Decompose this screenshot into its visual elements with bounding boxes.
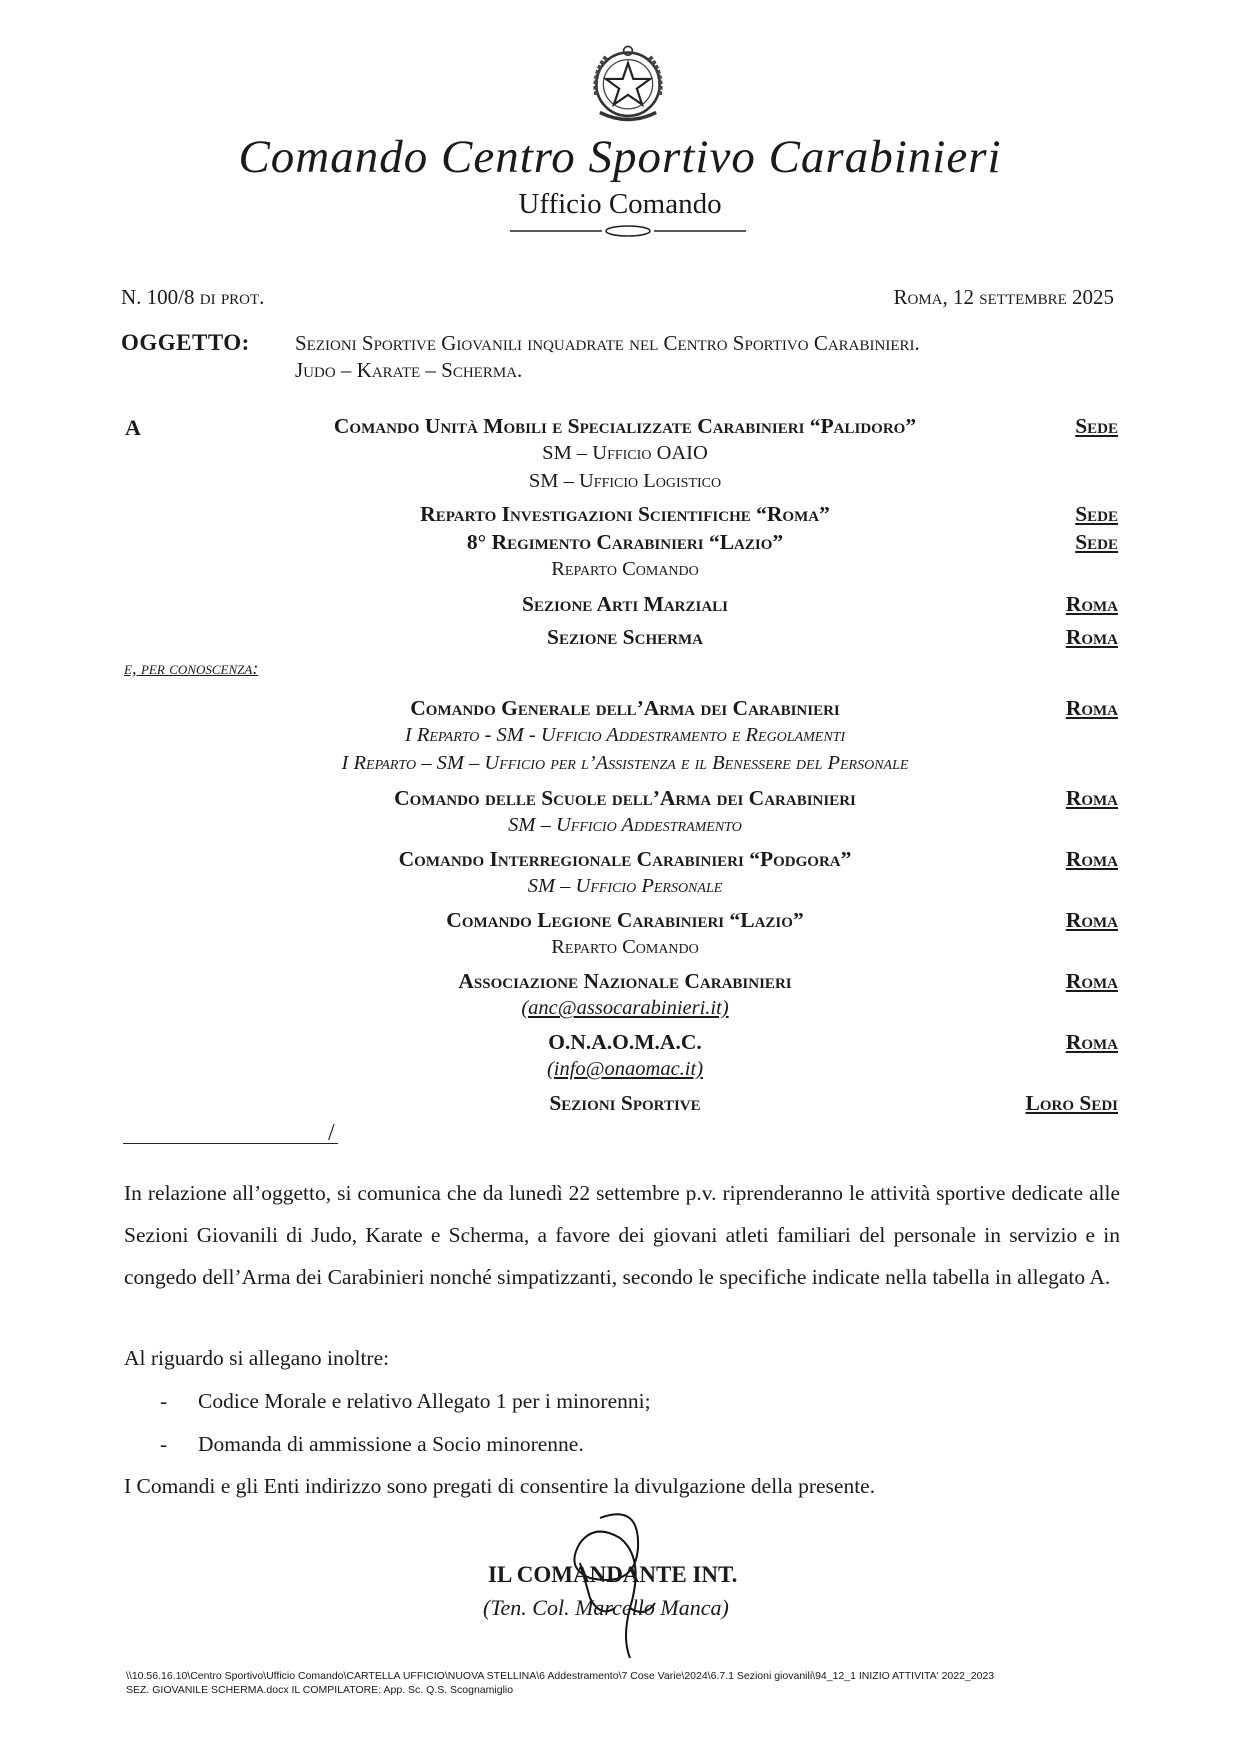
cc-recipient-office: SM – Ufficio Addestramento (508, 814, 742, 836)
footer-compiler: SEZ. GIOVANILE SCHERMA.docx IL COMPILATORE: App. Sc. Q.S. Scognamiglio (126, 1684, 514, 1696)
cc-recipient-location: Roma (1065, 908, 1118, 932)
recipient-location: Roma (1065, 592, 1118, 616)
cc-recipient-location: Roma (1065, 786, 1118, 810)
signature-title: IL COMANDANTE INT. (488, 1562, 738, 1587)
cc-recipient-location: Roma (1065, 696, 1118, 720)
separator-line (123, 1143, 338, 1144)
email-link[interactable]: (anc@assocarabinieri.it) (521, 997, 729, 1019)
recipients-label: A (125, 415, 141, 440)
cc-recipient-name: O.N.A.O.M.A.C. (548, 1030, 702, 1054)
cc-recipient-location: Loro Sedi (1025, 1091, 1118, 1115)
cc-recipient-name: Comando delle Scuole dell’Arma dei Carabinieri (394, 786, 856, 810)
ornament-divider (510, 224, 746, 238)
cc-recipient-name: Comando Legione Carabinieri “Lazio” (446, 908, 804, 932)
attachment-item: Codice Morale e relativo Allegato 1 per i minorenni; (198, 1389, 651, 1413)
cc-recipient-location: Roma (1065, 969, 1118, 993)
bullet-mark: - (160, 1432, 168, 1456)
separator-slash: / (328, 1120, 335, 1146)
recipient-name: Comando Unità Mobili e Specializzate Carabinieri “Palidoro” (333, 414, 917, 438)
cc-recipient-office: I Reparto – SM – Ufficio per l’Assistenza e il Benessere del Personale (341, 752, 909, 774)
recipient-office: SM – Ufficio OAIO (542, 442, 708, 464)
cc-recipient-office: SM – Ufficio Personale (527, 875, 723, 897)
cc-recipient-name: Comando Generale dell’Arma dei Carabinieri (410, 696, 840, 720)
cc-recipient-office: I Reparto - SM - Ufficio Addestramento e Regolamenti (404, 724, 846, 746)
bullet-mark: - (160, 1389, 168, 1413)
subject-label: OGGETTO: (121, 330, 250, 355)
cc-label: e, per conoscenza: (124, 658, 259, 678)
body-paragraph: In relazione all’oggetto, si comunica che da lunedì 22 settembre p.v. riprenderanno le attività sportive dedicate alle Sezioni Giovanili di Judo, Karate e Scherma, a favore dei giovani atleti familiari del personale in servizio e in congedo dell’Arma dei Carabinieri nonché simpatizzanti, secondo le specifiche indicate nella tabella in allegato A. (124, 1181, 1120, 1289)
recipient-location: Sede (1075, 414, 1118, 438)
recipient-location: Sede (1075, 502, 1118, 526)
subject-line-2: Judo – Karate – Scherma. (295, 358, 523, 382)
cc-recipient-location: Roma (1065, 1030, 1118, 1054)
recipient-name: Sezione Arti Marziali (521, 592, 729, 616)
organization-subtitle: Ufficio Comando (518, 188, 722, 220)
italian-republic-emblem-icon (584, 42, 672, 130)
signatory-name: (Ten. Col. Marcello Manca) (483, 1595, 729, 1620)
cc-recipient-office: Reparto Comando (551, 936, 699, 958)
cc-recipient-name: Associazione Nazionale Carabinieri (458, 969, 792, 993)
cc-recipient-name: Comando Interregionale Carabinieri “Podgora” (398, 847, 852, 871)
recipient-name: Reparto Investigazioni Scientifiche “Roma” (420, 502, 830, 526)
recipient-location: Sede (1075, 530, 1118, 554)
recipient-location: Roma (1065, 625, 1118, 649)
cc-recipient-name: Sezioni Sportive (549, 1091, 701, 1115)
recipient-office: SM – Ufficio Logistico (528, 470, 722, 492)
attachments-intro: Al riguardo si allegano inoltre: (124, 1346, 390, 1370)
document-date: Roma, 12 settembre 2025 (893, 285, 1114, 309)
protocol-number: N. 100/8 di prot. (121, 285, 265, 309)
recipient-name: Sezione Scherma (547, 625, 703, 649)
organization-title: Comando Centro Sportivo Carabinieri (238, 131, 1002, 183)
recipient-office: Reparto Comando (551, 558, 699, 580)
closing-sentence: I Comandi e gli Enti indirizzo sono pregati di consentire la divulgazione della presente. (124, 1474, 876, 1498)
subject-line-1: Sezioni Sportive Giovanili inquadrate nel Centro Sportivo Carabinieri. (295, 331, 920, 355)
recipient-name: 8° Regimento Carabinieri “Lazio” (466, 530, 784, 554)
footer-file-path: \\10.56.16.10\Centro Sportivo\Ufficio Comando\CARTELLA UFFICIO\NUOVA STELLINA\6 Addestramento\7 Cose Varie\2024\6.7.1 Sezioni giovanili\94_12_1 INIZIO ATTIVITA' 2022_2023 (126, 1670, 995, 1682)
attachment-item: Domanda di ammissione a Socio minorenne. (198, 1432, 584, 1456)
email-link[interactable]: (info@onaomac.it) (546, 1058, 704, 1080)
cc-recipient-location: Roma (1065, 847, 1118, 871)
handwritten-signature (560, 1508, 680, 1668)
